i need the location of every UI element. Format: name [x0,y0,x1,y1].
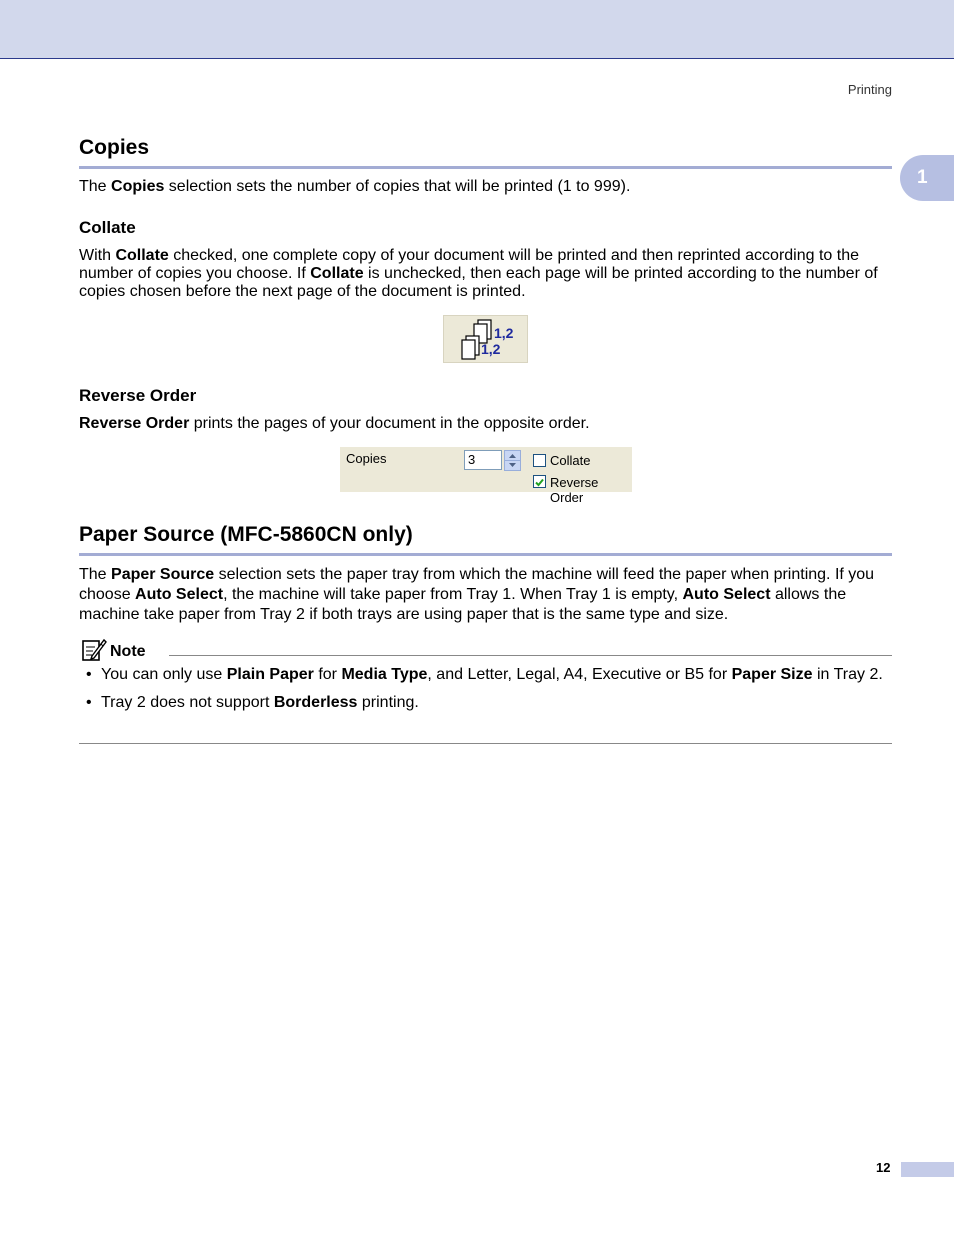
note-list [79,665,892,713]
footer-tab [901,1162,954,1177]
text: , the machine will take paper from Tray 1. When Tray 1 is empty, [223,586,683,603]
bold-text: Auto Select [682,586,771,603]
note-title: Note [110,643,146,660]
reverse-order-paragraph-wrap [79,415,892,433]
note-header [79,637,892,663]
bold-text: Paper Source [111,566,215,583]
copies-input[interactable]: 3 [464,450,502,470]
page-number: 12 [876,1160,891,1175]
text: allows the machine take paper from Tray 2 if both trays are using paper that is the same type and size. [79,586,847,623]
text: is unchecked, then each page will be printed according to the number of copies chosen before the next page of the document is printed. [79,265,878,300]
copies-section [79,136,892,169]
bold-text: Plain Paper [226,666,314,683]
spinner-arrows-icon [505,451,520,470]
paper-source-heading: Paper Source (MFC-5860CN only) [79,523,892,556]
paper-source-paragraph [79,565,892,625]
collate-label-top: 1,2 [494,325,514,341]
reverse-order-checkbox[interactable] [533,475,546,488]
text: The [79,566,112,583]
copies-dialog [340,447,632,505]
header-band [0,0,954,59]
bold-text: Paper Size [731,666,813,683]
bullet: • [86,694,92,711]
text: selection sets the number of copies that will be printed (1 to 999). [164,178,631,195]
reverse-order-paragraph [79,415,892,433]
collate-checkbox[interactable] [533,454,546,467]
text: prints the pages of your document in the opposite order. [189,415,590,432]
list-item [79,693,892,713]
reverse-order-section [79,386,892,406]
collate-paragraph [79,247,892,301]
note-bottom-rule [79,743,892,744]
collate-paragraph-wrap [79,247,892,301]
copies-paragraph-wrap [79,178,892,196]
text: With [79,247,116,264]
bold-text: Media Type [341,666,428,683]
bold-text: Borderless [273,694,358,711]
collate-checkbox-label: Collate [550,453,591,468]
text: You can only use [101,666,227,683]
text: in Tray 2. [812,666,883,683]
note-divider [169,655,892,656]
collate-pages-icon [444,316,527,362]
text: , and Letter, Legal, A4, Executive or B5 for [427,666,732,683]
reverse-order-checkbox-label: Reverse Order [550,475,599,505]
chapter-tab: 1 [900,155,954,201]
collate-label-bottom: 1,2 [481,341,501,357]
text: printing. [357,694,419,711]
text: Tray 2 does not support [101,694,274,711]
text: checked, one complete copy of your document will be printed and then reprinted according to the number of copies you choose. If [79,247,859,282]
collate-icon [443,315,528,363]
note-pencil-icon [81,637,107,662]
text: The [79,178,112,195]
text: for [313,666,342,683]
bullet: • [86,666,92,683]
bold-text: Auto Select [135,586,224,603]
bold-text: Collate [115,247,169,264]
note-box [79,637,892,721]
copies-paragraph [79,178,892,196]
bold-text: Reverse Order [79,415,190,432]
paper-source-section [79,523,892,556]
running-header: Printing [847,82,892,97]
text: selection sets the paper tray from which the machine will feed the paper when printing. If you choose [79,566,875,603]
paper-source-paragraph-wrap [79,565,892,625]
collate-section [79,218,892,238]
copies-spinner[interactable] [504,450,521,471]
list-item [79,665,892,685]
bold-text: Collate [310,265,364,282]
copies-label: Copies [346,451,387,466]
checkmark-icon [534,477,545,488]
copies-heading: Copies [79,136,892,169]
collate-heading: Collate [79,218,136,237]
reverse-order-heading: Reverse Order [79,386,197,405]
bold-text: Copies [111,178,165,195]
